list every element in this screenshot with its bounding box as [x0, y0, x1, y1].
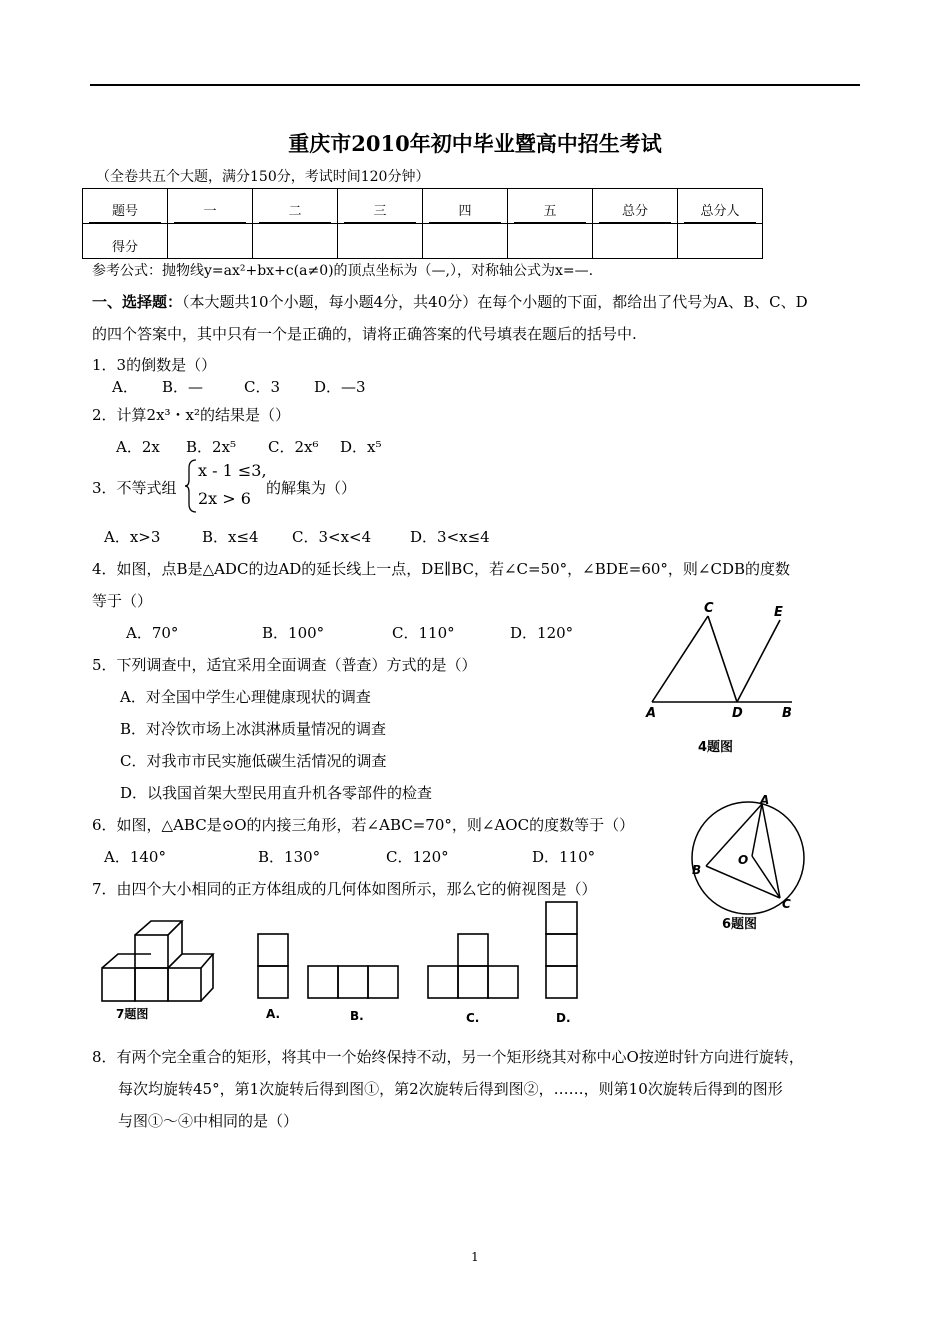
table-cell: 题号: [89, 200, 161, 223]
q7-stem: 7．由四个大小相同的正方体组成的几何体如图所示，那么它的俯视图是（）: [92, 880, 597, 898]
q1-stem: 1．3的倒数是（）: [92, 356, 217, 374]
q7-label-c: C.: [466, 1011, 480, 1025]
q6-option-d: D．110°: [532, 848, 596, 866]
q3-inequality-2: 2x > 6: [198, 489, 251, 508]
q3-option-a: A．x>3: [104, 528, 161, 546]
section1-heading: 一、选择题：: [92, 293, 183, 311]
q6-figure-caption: 6题图: [722, 917, 758, 932]
exam-note: （全卷共五个大题，满分150分，考试时间120分钟）: [96, 169, 430, 185]
q7-label-d: D.: [556, 1011, 571, 1025]
q6-figure: [686, 792, 810, 936]
q4-stem-line2: 等于（）: [92, 592, 153, 610]
brace-icon: [184, 458, 198, 514]
header-rule: [90, 84, 860, 86]
reference-formula: 参考公式：抛物线y=ax²+bx+c(a≠0)的顶点坐标为（—,），对称轴公式为x=—.: [92, 263, 594, 279]
table-cell: 总分: [599, 200, 671, 223]
table-row: [83, 189, 763, 224]
table-cell: 得分: [111, 240, 138, 255]
point-label-e: E: [774, 605, 783, 620]
q5-option-c: C．对我市市民实施低碳生活情况的调查: [120, 752, 387, 770]
page-title: 重庆市2010年初中毕业暨高中招生考试: [288, 131, 662, 156]
table-row: [83, 224, 763, 259]
q2-option-c: C．2x⁶: [268, 438, 319, 456]
q1-option-c: C．3: [244, 378, 281, 396]
section1-intro: （本大题共10个小题，每小题4分，共40分）在每个小题的下面，都给出了代号为A、B、C、D: [182, 293, 808, 311]
q3-inequality-1: x - 1 ≤3,: [198, 461, 267, 480]
q6-option-b: B．130°: [258, 848, 321, 866]
page-number: 1: [471, 1250, 479, 1264]
point-label-c: C: [782, 897, 791, 911]
point-label-b: B: [692, 863, 702, 877]
q8-stem-line1: 8．有两个完全重合的矩形，将其中一个始终保持不动，另一个矩形绕其对称中心O按逆时针方向进行旋转，: [92, 1048, 804, 1066]
q3-option-c: C．3<x<4: [292, 528, 372, 546]
q2-option-b: B．2x⁵: [186, 438, 237, 456]
q1-option-d: D．—3: [314, 378, 366, 396]
point-label-d: D: [732, 706, 743, 721]
table-cell: 三: [344, 200, 416, 223]
q3-option-d: D．3<x≤4: [410, 528, 490, 546]
q2-option-d: D．x⁵: [340, 438, 382, 456]
q4-option-c: C．110°: [392, 624, 455, 642]
q6-option-c: C．120°: [386, 848, 449, 866]
q6-stem: 6．如图，△ABC是⊙O的内接三角形，若∠ABC=70°，则∠AOC的度数等于（）: [92, 816, 635, 834]
q4-figure-caption: 4题图: [698, 740, 734, 755]
score-table: [82, 188, 763, 259]
q4-figure: [640, 596, 810, 762]
table-cell: 总分人: [684, 200, 756, 223]
q7-label-b: B.: [350, 1009, 364, 1023]
q4-option-d: D．120°: [510, 624, 574, 642]
point-label-b: B: [782, 706, 792, 721]
point-label-a: A: [646, 706, 657, 721]
q4-stem-line1: 4．如图，点B是△ADC的边AD的延长线上一点，DE∥BC，若∠C=50°，∠BDE=60°，则∠CDB的度数: [92, 560, 791, 578]
table-cell: 五: [514, 200, 586, 223]
q2-option-a: A．2x: [116, 438, 160, 456]
q5-option-d: D．以我国首架大型民用直升机各零部件的检查: [120, 784, 433, 802]
point-label-a: A: [760, 793, 770, 807]
q7-figure-caption: 7题图: [116, 1007, 149, 1021]
table-cell: 四: [429, 200, 501, 223]
q5-option-a: A．对全国中学生心理健康现状的调查: [120, 688, 371, 706]
point-label-c: C: [704, 601, 714, 616]
q5-stem: 5．下列调查中，适宜采用全面调查（普查）方式的是（）: [92, 656, 477, 674]
q1-option-a: A．: [112, 378, 138, 396]
q8-stem-line2: 每次均旋转45°，第1次旋转后得到图①，第2次旋转后得到图②，……，则第10次旋转后得到的图形: [118, 1080, 783, 1098]
table-cell: 二: [259, 200, 331, 223]
section1-intro-line2: 的四个答案中，其中只有一个是正确的，请将正确答案的代号填表在题后的括号中.: [92, 325, 637, 343]
table-cell: 一: [174, 200, 246, 223]
q3-suffix: 的解集为（）: [266, 479, 357, 497]
q4-option-a: A．70°: [126, 624, 179, 642]
q5-option-b: B．对冷饮市场上冰淇淋质量情况的调查: [120, 720, 387, 738]
q6-option-a: A．140°: [104, 848, 166, 866]
q7-label-a: A.: [266, 1007, 281, 1021]
q1-option-b: B．—: [162, 378, 204, 396]
q2-stem: 2．计算2x³・x²的结果是（）: [92, 406, 291, 424]
q3-prefix: 3．不等式组: [92, 479, 177, 497]
q8-stem-line3: 与图①～④中相同的是（）: [118, 1112, 299, 1130]
point-label-o: O: [738, 853, 749, 867]
q7-figures: [96, 898, 596, 1028]
section1-intro-line1: [92, 291, 808, 312]
q3-option-b: B．x≤4: [202, 528, 259, 546]
q4-option-b: B．100°: [262, 624, 325, 642]
